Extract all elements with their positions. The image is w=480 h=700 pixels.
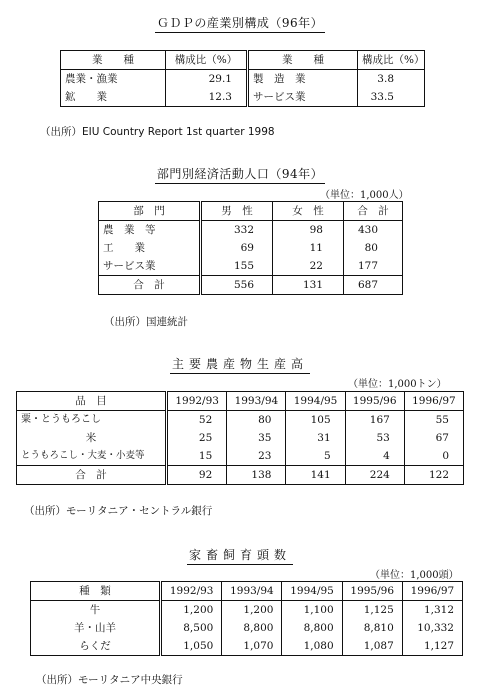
labor-row — [99, 257, 403, 276]
crops-cell-value: 0 — [404, 447, 463, 466]
labor-header: 部 門 — [99, 202, 201, 221]
labor-row — [99, 239, 403, 257]
gdp-cell-value: 33.5 — [358, 88, 425, 107]
crops-source: （出所）モーリタニア・セントラル銀行 — [24, 505, 213, 517]
crops-cell-value: 80 — [227, 411, 286, 430]
crops-title: 主要農産物生産高 — [0, 355, 480, 374]
crops-cell-value: 15 — [167, 447, 227, 466]
gdp-cell-value: 29.1 — [166, 70, 248, 89]
gdp-row — [61, 70, 425, 89]
labor-cell-label: サービス業 — [103, 260, 156, 272]
crops-cell-value: 35 — [227, 429, 286, 447]
livestock-cell-value: 10,332 — [402, 619, 462, 637]
gdp-header-share: 構成比（%） — [166, 51, 248, 70]
livestock-cell-value: 1,087 — [342, 637, 402, 656]
crops-total-value: 92 — [167, 466, 227, 485]
labor-cell-value: 177 — [344, 257, 403, 276]
gdp-cell-value: 12.3 — [166, 88, 248, 107]
livestock-cell-value: 8,500 — [161, 619, 222, 637]
livestock-cell-value: 8,800 — [222, 619, 282, 637]
crops-cell-value: 55 — [404, 411, 463, 430]
labor-total-label: 合 計 — [99, 276, 201, 295]
livestock-header: 1996/97 — [402, 582, 462, 601]
gdp-cell-label: 鉱 業 — [65, 91, 107, 103]
labor-header: 男 性 — [201, 202, 273, 221]
crops-cell-value: 25 — [167, 429, 227, 447]
labor-cell-label: 工 業 — [103, 242, 145, 254]
gdp-row — [61, 88, 425, 107]
crops-total-value: 138 — [227, 466, 286, 485]
gdp-header-share: 構成比（%） — [358, 51, 425, 70]
livestock-cell-value: 1,080 — [282, 637, 342, 656]
gdp-header-industry: 業 種 — [61, 51, 166, 70]
crops-cell-value: 67 — [404, 429, 463, 447]
labor-total-row — [99, 276, 403, 295]
gdp-title: ＧＤＰの産業別構成（96年） — [0, 14, 480, 33]
livestock-row — [31, 601, 463, 620]
livestock-row — [31, 619, 463, 637]
labor-cell-value: 332 — [201, 221, 273, 240]
labor-cell-value: 69 — [201, 239, 273, 257]
labor-total-value: 131 — [273, 276, 344, 295]
crops-total-value: 224 — [345, 466, 404, 485]
livestock-cell-value: 1,200 — [161, 601, 222, 620]
livestock-cell-value: 8,810 — [342, 619, 402, 637]
livestock-header: 1994/95 — [282, 582, 342, 601]
livestock-table — [30, 581, 463, 656]
crops-row — [17, 447, 464, 466]
labor-cell-value: 22 — [273, 257, 344, 276]
labor-total-value: 687 — [344, 276, 403, 295]
crops-cell-value: 52 — [167, 411, 227, 430]
livestock-cell-value: 1,070 — [222, 637, 282, 656]
livestock-header: 種 類 — [31, 582, 161, 601]
crops-header: 1996/97 — [404, 392, 463, 411]
livestock-cell-value: 1,050 — [161, 637, 222, 656]
livestock-cell-value: 1,312 — [402, 601, 462, 620]
crops-header: 1993/94 — [227, 392, 286, 411]
livestock-cell-value: 1,127 — [402, 637, 462, 656]
crops-row — [17, 429, 464, 447]
labor-cell-value: 155 — [201, 257, 273, 276]
crops-total-label: 合 計 — [17, 466, 167, 485]
labor-header: 女 性 — [273, 202, 344, 221]
labor-source: （出所）国連統計 — [104, 316, 188, 328]
crops-cell-label: 粟・とうもろこし — [21, 414, 101, 425]
livestock-header: 1992/93 — [161, 582, 222, 601]
gdp-cell-label: 農業・漁業 — [65, 73, 118, 85]
gdp-cell-value: 3.8 — [358, 70, 425, 89]
livestock-source: （出所）モーリタニア中央銀行 — [36, 674, 183, 686]
crops-cell-value: 4 — [345, 447, 404, 466]
livestock-cell-label: らくだ — [79, 640, 111, 652]
crops-header: 1994/95 — [286, 392, 345, 411]
crops-cell-value: 23 — [227, 447, 286, 466]
crops-cell-value: 105 — [286, 411, 345, 430]
labor-cell-label: 農 業 等 — [103, 224, 156, 236]
crops-total-value: 122 — [404, 466, 463, 485]
labor-cell-value: 80 — [344, 239, 403, 257]
labor-title: 部門別経済活動人口（94年） — [0, 165, 480, 184]
crops-table — [16, 391, 464, 485]
labor-row — [99, 221, 403, 240]
crops-header: 品 目 — [17, 392, 167, 411]
crops-total-row — [17, 466, 464, 485]
crops-cell-label: とうもろこし・大麦・小麦等 — [21, 450, 145, 461]
crops-total-value: 141 — [286, 466, 345, 485]
livestock-cell-value: 1,125 — [342, 601, 402, 620]
gdp-table — [60, 50, 425, 107]
labor-table — [98, 201, 403, 295]
gdp-header-industry: 業 種 — [248, 51, 358, 70]
livestock-header: 1995/96 — [342, 582, 402, 601]
livestock-cell-value: 1,100 — [282, 601, 342, 620]
livestock-header: 1993/94 — [222, 582, 282, 601]
crops-header: 1995/96 — [345, 392, 404, 411]
labor-total-value: 556 — [201, 276, 273, 295]
labor-cell-value: 11 — [273, 239, 344, 257]
livestock-unit: （単位：1,000頭） — [370, 570, 459, 581]
crops-header: 1992/93 — [167, 392, 227, 411]
livestock-cell-label: 羊・山羊 — [74, 622, 116, 634]
gdp-source: （出所）EIU Country Report 1st quarter 1998 — [40, 126, 275, 138]
livestock-cell-value: 8,800 — [282, 619, 342, 637]
crops-cell-label: 米 — [85, 432, 97, 444]
livestock-title: 家畜飼育頭数 — [0, 546, 480, 565]
labor-cell-value: 98 — [273, 221, 344, 240]
crops-cell-value: 167 — [345, 411, 404, 430]
livestock-cell-label: 牛 — [89, 604, 101, 616]
livestock-row — [31, 637, 463, 656]
labor-header: 合 計 — [344, 202, 403, 221]
labor-cell-value: 430 — [344, 221, 403, 240]
crops-unit: （単位：1,000トン） — [348, 379, 447, 390]
labor-unit: （単位：1,000人） — [320, 190, 409, 201]
livestock-cell-value: 1,200 — [222, 601, 282, 620]
crops-cell-value: 31 — [286, 429, 345, 447]
crops-cell-value: 5 — [286, 447, 345, 466]
gdp-cell-label: 製 造 業 — [248, 70, 358, 89]
gdp-cell-label: サービス業 — [248, 88, 358, 107]
crops-row — [17, 411, 464, 430]
crops-cell-value: 53 — [345, 429, 404, 447]
